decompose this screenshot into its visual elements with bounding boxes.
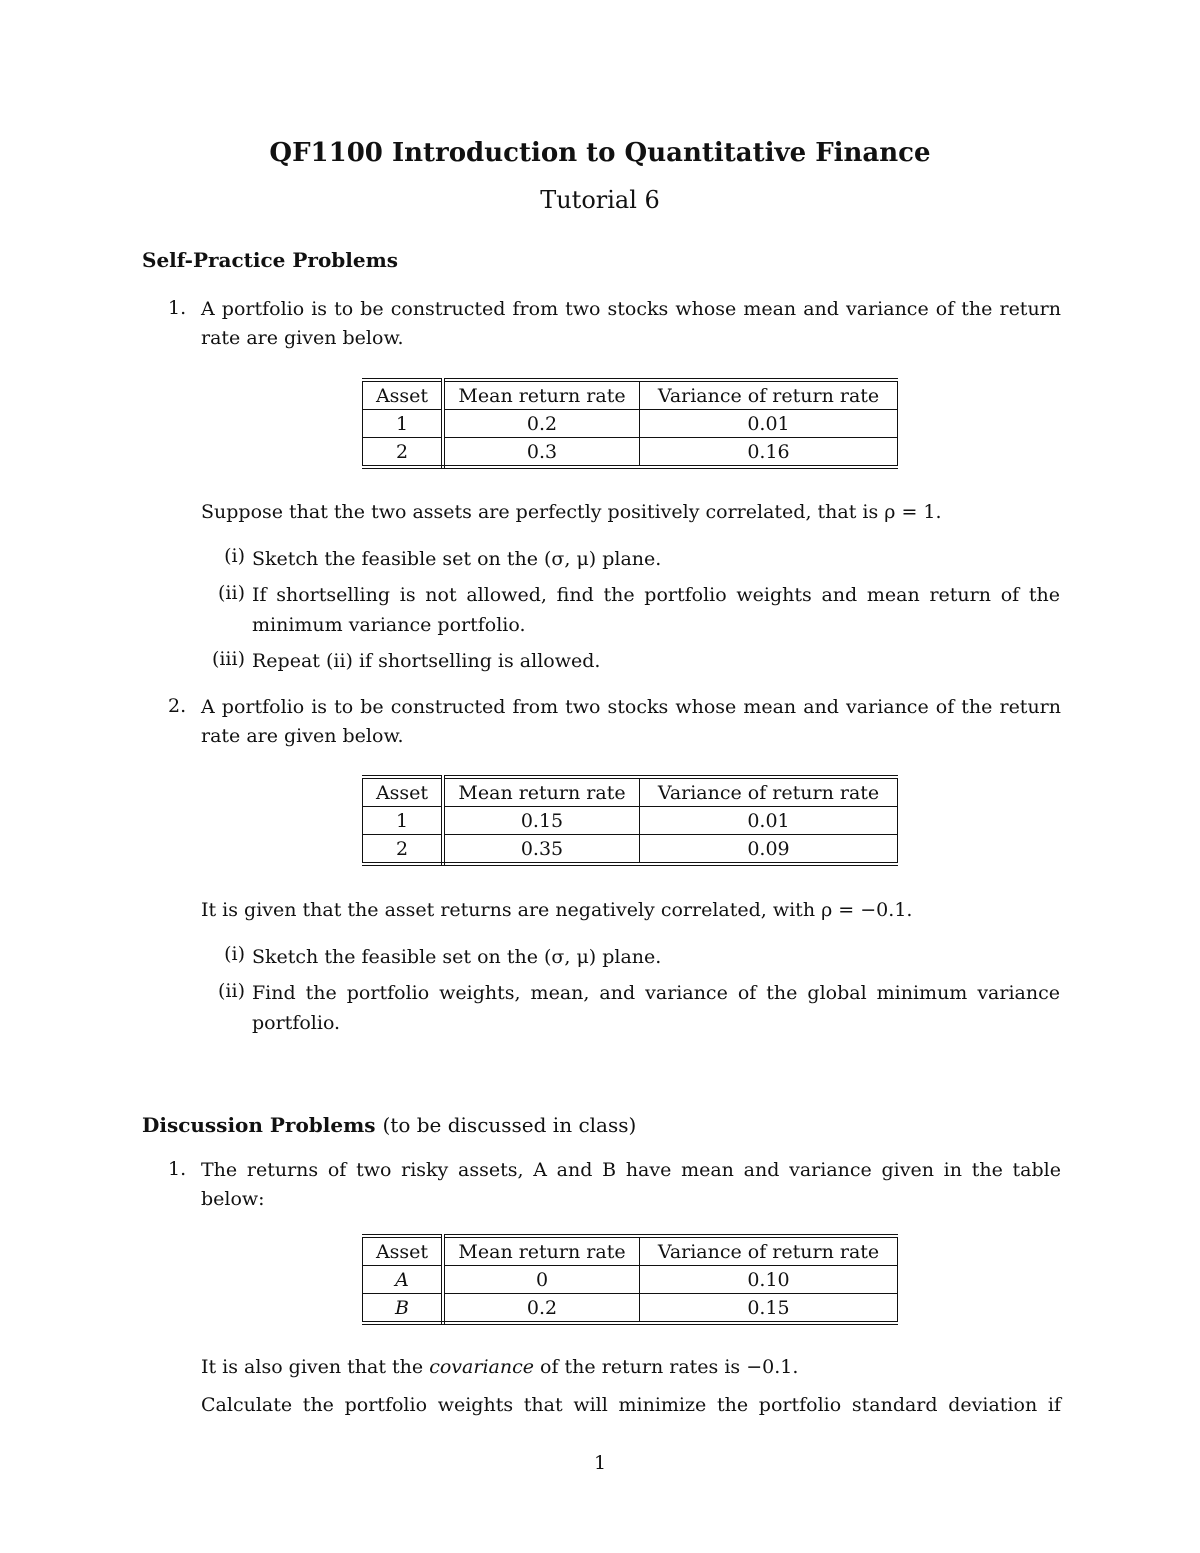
discussion-heading-note: (to be discussed in class) [382,1113,637,1137]
problem-last-line: Calculate the portfolio weights that will minimize the portfolio standard deviation if [201,1394,1061,1416]
statement-text: It is also given that the [201,1356,430,1378]
problem-statement [201,1353,1061,1382]
table-cell: 0.15 [443,807,640,835]
part-text [252,942,1060,972]
statement-emphasis: covariance [429,1356,534,1378]
table-cell: 2 [363,438,444,468]
table-row [363,438,898,468]
statement-text: of the return rates is −0.1. [533,1356,799,1378]
table-cell: 0.10 [640,1266,898,1294]
part-text [252,544,1060,574]
table-cell: 0.2 [443,410,640,438]
discussion-heading-title: Discussion Problems [142,1113,376,1137]
table-row [363,1294,898,1324]
table-header-row [363,380,898,410]
table-header-cell: Asset [363,1236,444,1266]
table-cell: 2 [363,835,444,865]
asset-table [362,378,898,469]
problem-number: 2. [168,695,187,717]
table-cell: 0.01 [640,807,898,835]
table-cell: B [363,1294,444,1324]
table-cell: 0.3 [443,438,640,468]
part-line: portfolio. [252,1012,341,1034]
part-label: (i) [224,943,245,965]
table-cell: 0.01 [640,410,898,438]
page-number: 1 [593,1452,607,1474]
page-title: QF1100 Introduction to Quantitative Finance [269,138,931,168]
problem-intro [201,1156,1061,1214]
self-practice-heading: Self-Practice Problems [142,248,399,272]
table-header-row [363,1236,898,1266]
table-cell: 0.35 [443,835,640,865]
table-header-cell: Variance of return rate [640,380,898,410]
asset-table [362,1234,898,1325]
table-row [363,835,898,865]
problem-intro [201,693,1061,751]
problem-intro-line: A portfolio is to be constructed from two stocks whose mean and variance of the return [201,298,1061,320]
problem-statement: Suppose that the two assets are perfectly positively correlated, that is ρ = 1. [201,501,942,523]
table-row [363,1266,898,1294]
part-text [252,580,1060,640]
part-label: (i) [224,545,245,567]
part-label: (ii) [218,582,245,604]
part-line: Sketch the feasible set on the (σ, μ) plane. [252,548,662,570]
problem-statement: It is given that the asset returns are negatively correlated, with ρ = −0.1. [201,899,913,921]
table-header-cell: Mean return rate [443,1236,640,1266]
part-label: (ii) [218,980,245,1002]
table-cell: 0 [443,1266,640,1294]
problem-intro-line: rate are given below. [201,327,404,349]
table-cell: 0.16 [640,438,898,468]
table-header-cell: Mean return rate [443,777,640,807]
part-line: Sketch the feasible set on the (σ, μ) plane. [252,946,662,968]
problem-intro-line: The returns of two risky assets, A and B have mean and variance given in the table [201,1159,1061,1181]
table-row [363,807,898,835]
table-cell: 1 [363,807,444,835]
table-header-cell: Variance of return rate [640,777,898,807]
problem-intro-line: A portfolio is to be constructed from two stocks whose mean and variance of the return [201,696,1061,718]
discussion-heading [142,1113,636,1137]
asset-table [362,775,898,866]
problem-intro [201,295,1061,353]
part-line: Repeat (ii) if shortselling is allowed. [252,650,601,672]
table-header-cell: Asset [363,777,444,807]
part-label: (iii) [211,648,245,670]
table-cell: A [363,1266,444,1294]
problem-number: 1. [168,297,187,319]
table-cell: 0.2 [443,1294,640,1324]
table-header-cell: Asset [363,380,444,410]
part-text [252,978,1060,1038]
table-cell: 0.09 [640,835,898,865]
table-row [363,410,898,438]
table-header-row [363,777,898,807]
part-line: If shortselling is not allowed, find the portfolio weights and mean return of the [252,584,1060,606]
problem-intro-line: rate are given below. [201,725,404,747]
problem-number: 1. [168,1158,187,1180]
part-text [252,646,1060,676]
table-cell: 1 [363,410,444,438]
part-line: minimum variance portfolio. [252,614,526,636]
problem-intro-line: below: [201,1188,265,1210]
part-line: Find the portfolio weights, mean, and variance of the global minimum variance [252,982,1060,1004]
page-subtitle: Tutorial 6 [540,186,660,214]
table-header-cell: Mean return rate [443,380,640,410]
table-cell: 0.15 [640,1294,898,1324]
table-header-cell: Variance of return rate [640,1236,898,1266]
